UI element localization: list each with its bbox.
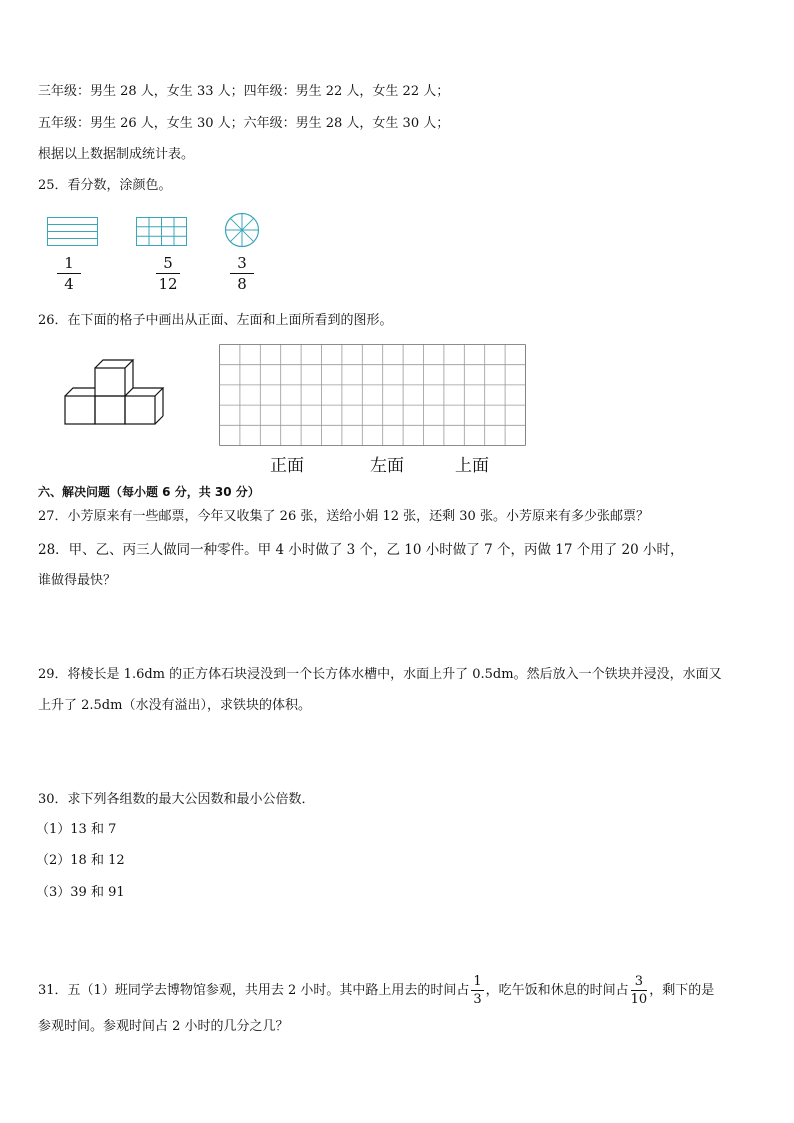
fraction-one-third: $\frac{1}{3}$ <box>473 974 482 1007</box>
fraction-three-tenths: $\frac{3}{10}$ <box>630 974 648 1007</box>
fraction-one-quarter: 1 4 <box>51 253 87 294</box>
drawing-grid[interactable] <box>218 343 527 447</box>
label-top-view: 上面 <box>455 456 489 476</box>
q28-line-1: 28．甲、乙、丙三人做同一种零件。甲 4 小时做了 3 个，乙 10 小时做了 7 个，丙做 17 个用了 20 小时， <box>38 542 684 558</box>
cube-stack-figure <box>60 356 170 430</box>
label-front-view: 正面 <box>270 456 304 476</box>
intro-line-3: 根据以上数据制成统计表。 <box>38 147 195 162</box>
q31-part-3: ，剩下的是 <box>649 983 715 998</box>
fraction-five-twelfths: 5 12 <box>150 253 186 294</box>
q29-line-2: 上升了 2.5dm（水没有溢出），求铁块的体积。 <box>38 698 311 713</box>
q30-item-3: （3）39 和 91 <box>36 885 125 900</box>
q28-line-2: 谁做得最快？ <box>38 573 117 588</box>
q31-line-2: 参观时间。参观时间占 2 小时的几分之几？ <box>38 1019 289 1034</box>
q30-item-1: （1）13 和 7 <box>36 822 117 837</box>
q30-item-2: （2）18 和 12 <box>36 853 125 868</box>
intro-line-1: 三年级：男生 28 人，女生 33 人；四年级：男生 22 人，女生 22 人； <box>38 84 450 99</box>
intro-line-2: 五年级：男生 26 人，女生 30 人；六年级：男生 28 人，女生 30 人； <box>38 116 450 131</box>
quarter-strips-figure <box>47 217 99 247</box>
q26-text: 26．在下面的格子中画出从正面、左面和上面所看到的图形。 <box>38 313 393 328</box>
q30-text: 30．求下列各组数的最大公因数和最小公倍数． <box>38 792 315 807</box>
q31-part-2: ，吃午饭和休息的时间占 <box>485 983 629 998</box>
q27-text: 27．小芳原来有一些邮票，今年又收集了 26 张，送给小娟 12 张，还剩 30 张。小芳原来有多少张邮票？ <box>38 509 649 524</box>
label-left-view: 左面 <box>370 456 404 476</box>
section-six-heading: 六、解决问题（每小题 6 分，共 30 分） <box>38 485 260 499</box>
q31-part-1: 31．五（1）班同学去博物馆参观，共用去 2 小时。其中路上用去的时间占 <box>38 983 470 998</box>
q25-text: 25．看分数，涂颜色。 <box>38 178 172 193</box>
twelfths-grid-figure <box>136 217 188 247</box>
q31-line-1 <box>38 971 714 1011</box>
q29-line-1: 29．将棱长是 1.6dm 的正方体石块浸没到一个长方体水槽中，水面上升了 0.5dm。然后放入一个铁块并浸没，水面又 <box>38 667 722 682</box>
fraction-three-eighths: 3 8 <box>224 253 260 294</box>
eighths-circle-figure <box>224 212 260 248</box>
